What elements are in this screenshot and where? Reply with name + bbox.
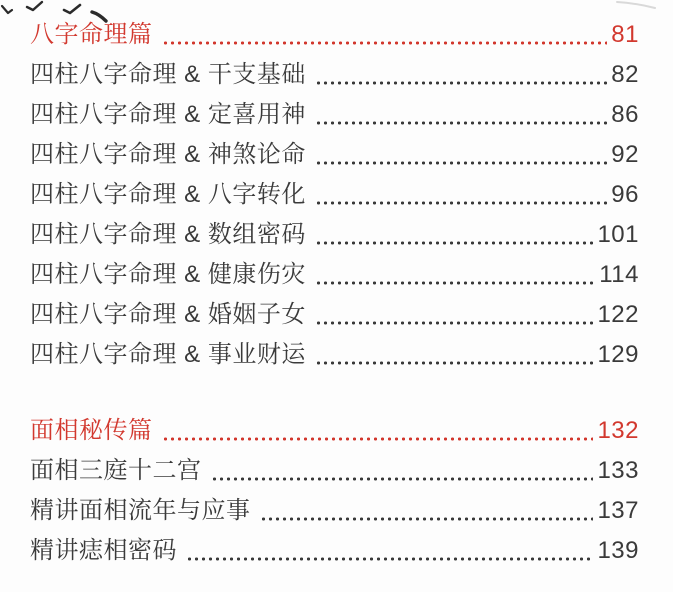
toc-entry-title: 四柱八字命理 & 事业财运 [30, 341, 306, 368]
toc-entry-title: 精讲痣相密码 [30, 537, 177, 564]
dot-leader [260, 517, 594, 521]
ink-stroke-icon [27, 2, 42, 10]
toc-entry-title: 四柱八字命理 & 定喜用神 [30, 101, 306, 128]
toc-section [30, 411, 639, 571]
toc-entry-row [30, 295, 639, 335]
page-number: 129 [597, 341, 639, 368]
page-number: 82 [611, 61, 639, 88]
toc-entry-title: 四柱八字命理 & 数组密码 [30, 221, 306, 248]
page-number: 139 [597, 537, 639, 564]
toc-entry-row [30, 95, 639, 135]
toc-entry-title: 面相三庭十二宫 [30, 457, 202, 484]
dot-leader [211, 477, 594, 481]
dot-leader [162, 41, 608, 45]
dot-leader [315, 121, 607, 125]
toc-entry-row [30, 451, 639, 491]
page-number: 92 [611, 141, 639, 168]
toc-entry-title: 四柱八字命理 & 健康伤灾 [30, 261, 306, 288]
toc-section-heading-row [30, 15, 639, 55]
page-number: 81 [611, 21, 639, 48]
toc-entry-title: 四柱八字命理 & 婚姻子女 [30, 301, 306, 328]
toc-section [30, 15, 639, 375]
toc-section-heading-row [30, 411, 639, 451]
toc-entry-title: 四柱八字命理 & 干支基础 [30, 61, 306, 88]
faint-stroke-decoration [615, 0, 657, 10]
toc-entry-row [30, 215, 639, 255]
toc-entry-row [30, 135, 639, 175]
ink-stroke-icon [2, 6, 12, 13]
toc-entry-title: 四柱八字命理 & 八字转化 [30, 181, 306, 208]
page-number: 114 [599, 261, 639, 288]
faint-stroke-icon [617, 2, 655, 8]
toc-entry-title: 四柱八字命理 & 神煞论命 [30, 141, 306, 168]
table-of-contents [30, 15, 639, 571]
ink-stroke-icon [64, 5, 80, 13]
dot-leader [315, 361, 594, 365]
toc-entry-row [30, 335, 639, 375]
toc-section-title: 八字命理篇 [30, 21, 153, 48]
toc-entry-row [30, 255, 639, 295]
toc-entry-row [30, 491, 639, 531]
dot-leader [315, 161, 607, 165]
toc-entry-row [30, 175, 639, 215]
dot-leader [315, 81, 607, 85]
page-number: 96 [611, 181, 639, 208]
dot-leader [162, 437, 594, 441]
dot-leader [315, 241, 594, 245]
page-number: 132 [597, 417, 639, 444]
dot-leader [315, 321, 594, 325]
toc-entry-row [30, 531, 639, 571]
page-number: 122 [597, 301, 639, 328]
toc-section-title: 面相秘传篇 [30, 417, 153, 444]
page-number: 86 [611, 101, 639, 128]
dot-leader [315, 281, 595, 285]
page-number: 101 [597, 221, 639, 248]
page-number: 137 [597, 497, 639, 524]
dot-leader [315, 201, 607, 205]
dot-leader [186, 557, 593, 561]
page-number: 133 [597, 457, 639, 484]
toc-entry-title: 精讲面相流年与应事 [30, 497, 251, 524]
toc-entry-row [30, 55, 639, 95]
